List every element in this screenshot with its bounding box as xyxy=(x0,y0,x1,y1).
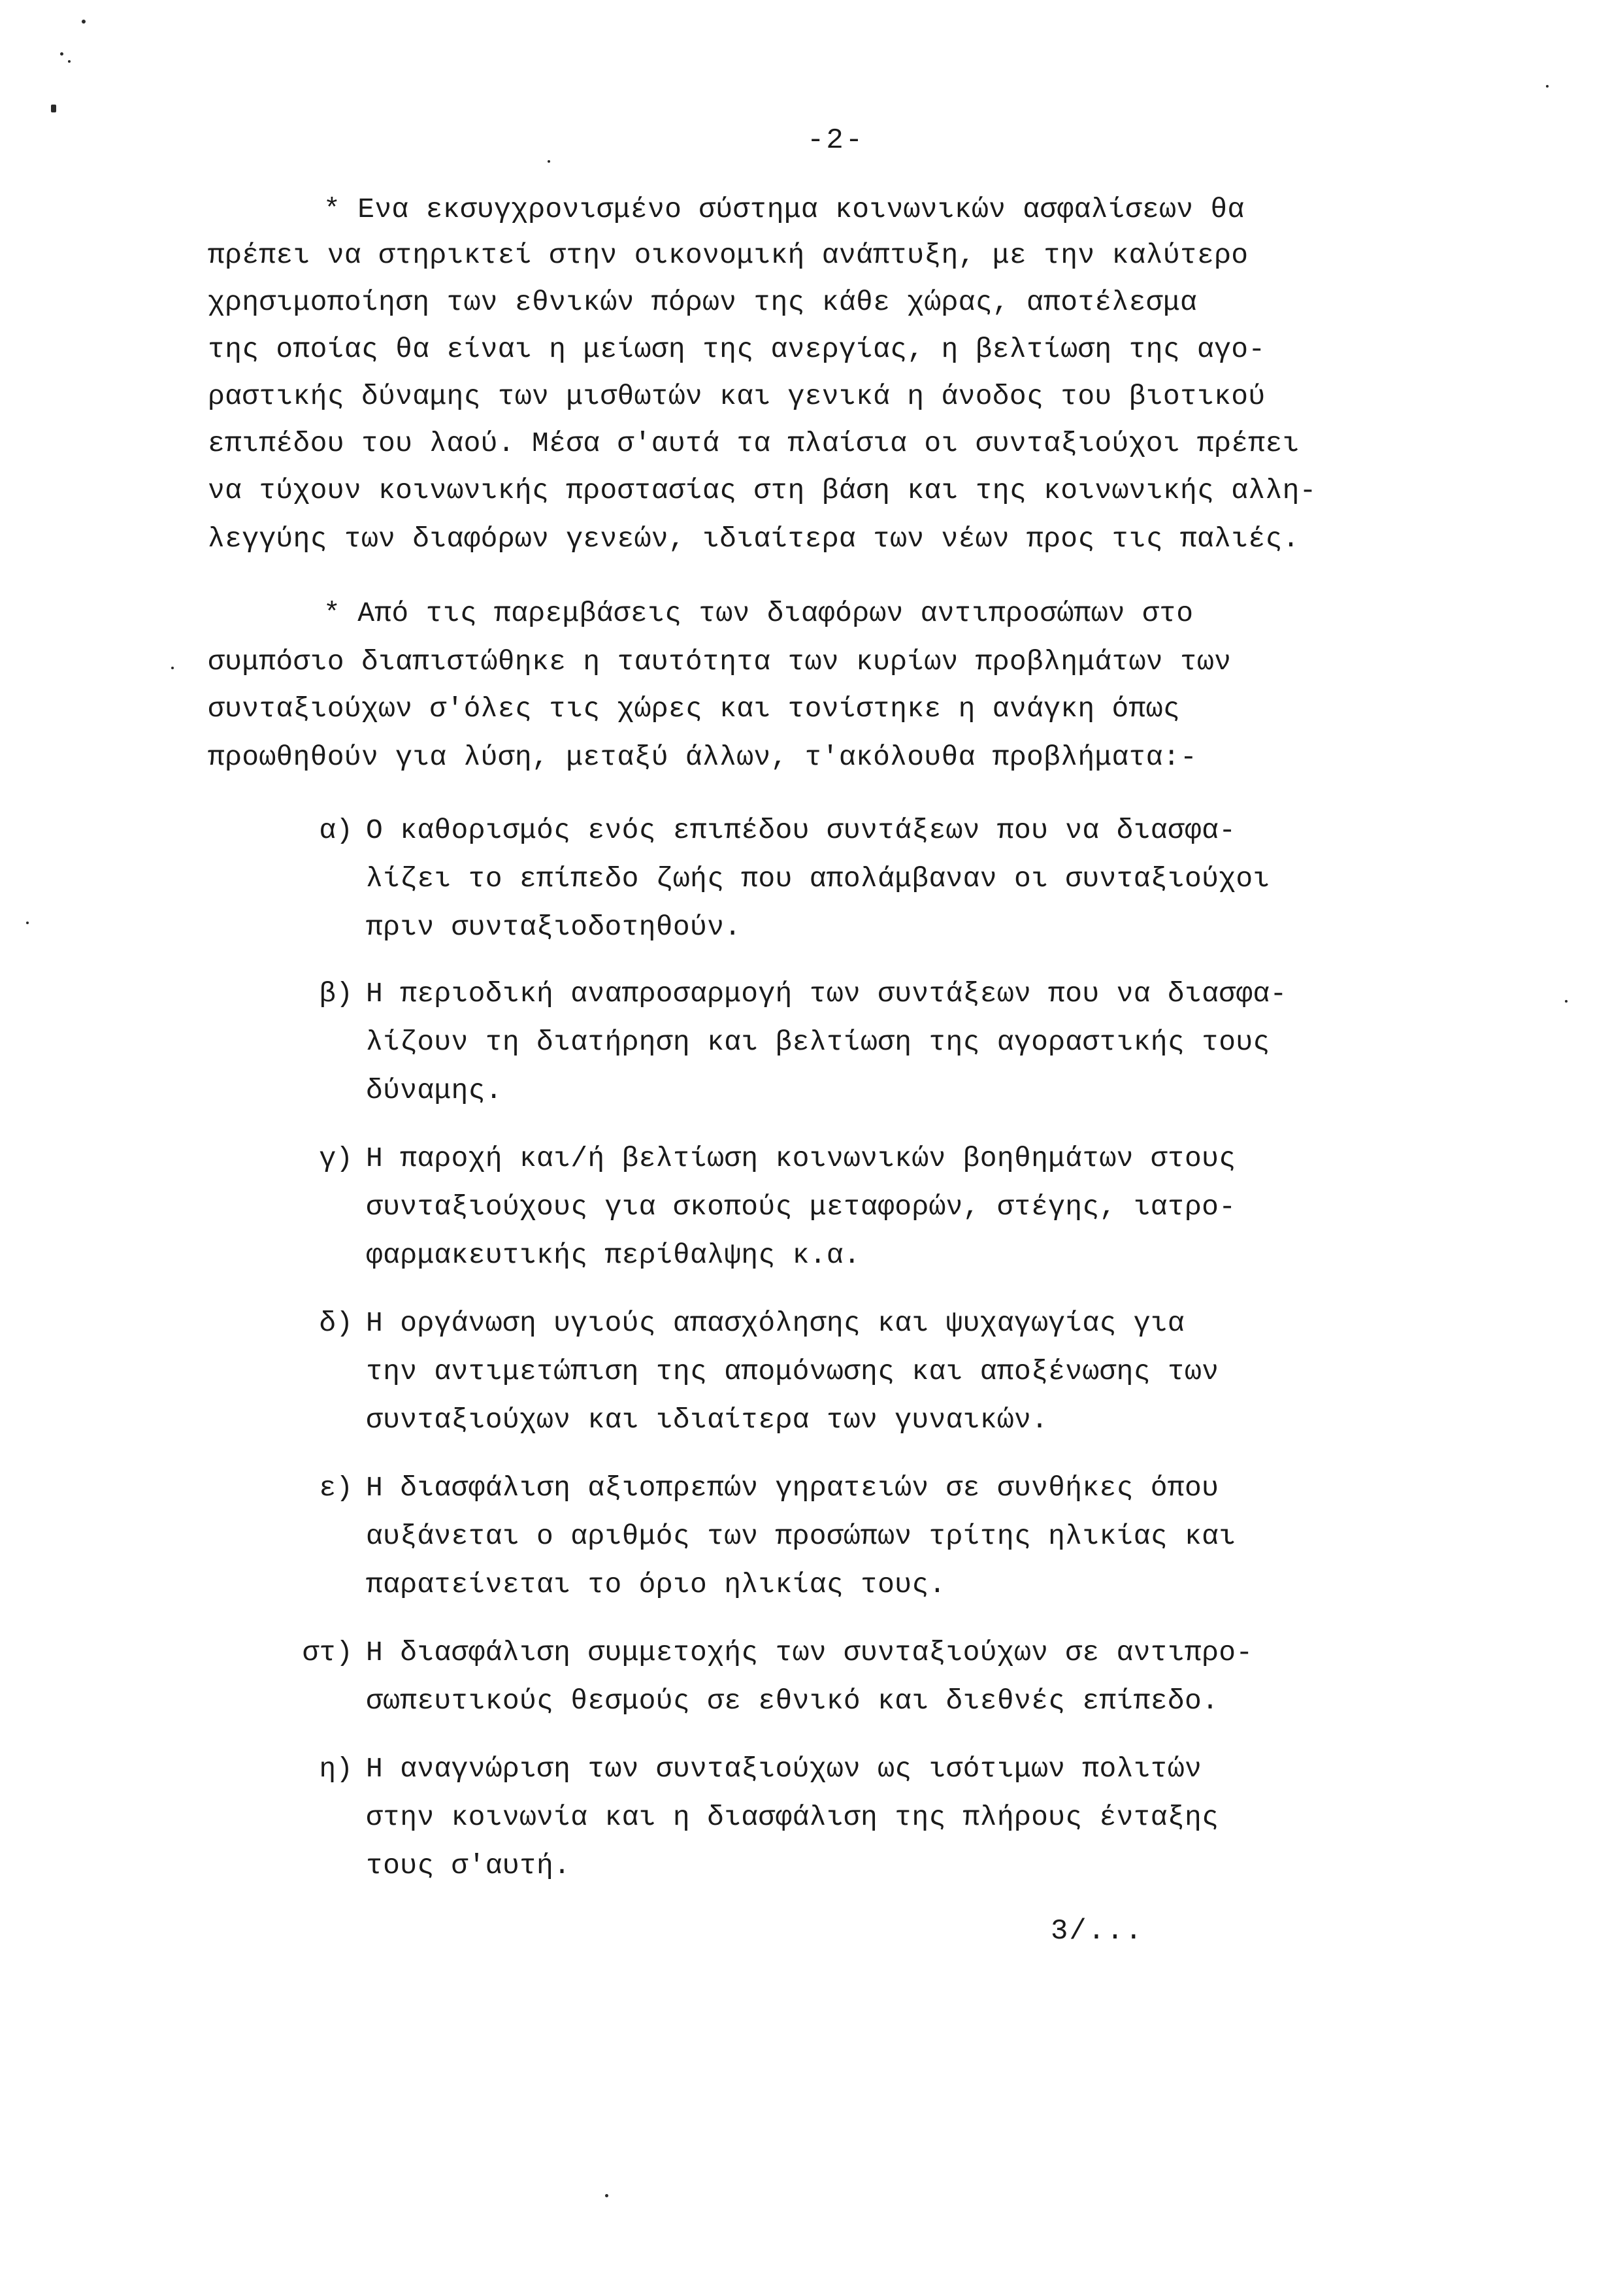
list-item-label: δ) xyxy=(319,1307,353,1339)
list-item-line: Η περιοδική αναπροσαρμογή των συντάξεων που να διασφα- xyxy=(366,978,1287,1010)
list-item-label: γ) xyxy=(319,1142,353,1174)
paragraph-line: συμπόσιο διαπιστώθηκε η ταυτότητα των κυρίων προβλημάτων των xyxy=(208,646,1232,678)
scan-speck xyxy=(171,667,174,669)
list-item-line: δύναμης. xyxy=(366,1074,502,1106)
list-item-line: Η διασφάλιση συμμετοχής των συνταξιούχων σε αντιπρο- xyxy=(366,1637,1253,1669)
scan-speck xyxy=(60,52,63,56)
paragraph-line: χρησιμοποίηση των εθνικών πόρων της κάθε χώρας, αποτέλεσμα xyxy=(208,286,1198,318)
list-item-label: α) xyxy=(319,814,353,846)
scan-speck xyxy=(605,2194,608,2197)
list-item-line: Η αναγνώριση των συνταξιούχων ως ισότιμων πολιτών xyxy=(366,1753,1202,1785)
list-item-line: φαρμακευτικής περίθαλψης κ.α. xyxy=(366,1239,861,1271)
list-item-line: Η παροχή και/ή βελτίωση κοινωνικών βοηθημάτων στους xyxy=(366,1142,1236,1174)
list-item-line: στην κοινωνία και η διασφάλιση της πλήρους ένταξης xyxy=(366,1801,1219,1833)
list-item-line: τους σ'αυτή. xyxy=(366,1850,571,1882)
list-item-line: Η διασφάλιση αξιοπρεπών γηρατειών σε συνθήκες όπου xyxy=(366,1472,1219,1504)
page-number: -2- xyxy=(807,124,865,157)
list-item-line: την αντιμετώπιση της απομόνωσης και αποξένωσης των xyxy=(366,1356,1219,1388)
paragraph-line: * Ενα εκσυγχρονισμένο σύστημα κοινωνικών ασφαλίσεων θα xyxy=(323,193,1245,225)
paragraph-line: προωθηθούν για λύση, μεταξύ άλλων, τ'ακόλουθα προβλήματα:- xyxy=(208,741,1198,773)
list-item-label: ε) xyxy=(319,1472,353,1504)
list-item-label: η) xyxy=(319,1753,353,1785)
scan-speck xyxy=(68,60,71,63)
list-item-line: λίζει το επίπεδο ζωής που απολάμβαναν οι συνταξιούχοι xyxy=(366,863,1270,895)
list-item-label: στ) xyxy=(302,1637,353,1669)
list-item-line: παρατείνεται το όριο ηλικίας τους. xyxy=(366,1569,946,1601)
list-item-line: αυξάνεται ο αριθμός των προσώπων τρίτης ηλικίας και xyxy=(366,1520,1236,1552)
list-item-line: πριν συνταξιοδοτηθούν. xyxy=(366,911,742,943)
paragraph-line: επιπέδου του λαού. Μέσα σ'αυτά τα πλαίσια οι συνταξιούχοι πρέπει xyxy=(208,427,1300,459)
list-item-line: συνταξιούχους για σκοπούς μεταφορών, στέγης, ιατρο- xyxy=(366,1191,1236,1223)
list-item-line: Ο καθορισμός ενός επιπέδου συντάξεων που να διασφα- xyxy=(366,814,1236,846)
paragraph-line: πρέπει να στηρικτεί στην οικονομική ανάπτυξη, με την καλύτερο xyxy=(208,239,1249,271)
scan-speck xyxy=(26,922,29,924)
scan-speck xyxy=(1565,1000,1568,1003)
scan-speck xyxy=(548,160,550,163)
list-item-line: συνταξιούχων και ιδιαίτερα των γυναικών. xyxy=(366,1404,1049,1436)
scan-speck xyxy=(82,20,86,24)
paragraph-line: συνταξιούχων σ'όλες τις χώρες και τονίστηκε η ανάγκη όπως xyxy=(208,693,1180,725)
paragraph-line: ραστικής δύναμης των μισθωτών και γενικά η άνοδος του βιοτικού xyxy=(208,380,1266,412)
list-item-line: Η οργάνωση υγιούς απασχόλησης και ψυχαγωγίας για xyxy=(366,1307,1185,1339)
scan-speck xyxy=(51,105,56,112)
list-item-label: β) xyxy=(319,978,353,1010)
paragraph-line: της οποίας θα είναι η μείωση της ανεργίας, η βελτίωση της αγο- xyxy=(208,333,1266,365)
scan-speck xyxy=(1546,85,1549,88)
paragraph-line: λεγγύης των διαφόρων γενεών, ιδιαίτερα των νέων προς τις παλιές. xyxy=(208,523,1300,555)
paragraph-line: * Από τις παρεμβάσεις των διαφόρων αντιπροσώπων στο xyxy=(323,597,1194,629)
continuation-marker: 3/... xyxy=(1051,1915,1144,1948)
paragraph-line: να τύχουν κοινωνικής προστασίας στη βάση και της κοινωνικής αλλη- xyxy=(208,474,1317,507)
list-item-line: λίζουν τη διατήρηση και βελτίωση της αγοραστικής τους xyxy=(366,1026,1270,1058)
list-item-line: σωπευτικούς θεσμούς σε εθνικό και διεθνές επίπεδο. xyxy=(366,1685,1219,1717)
